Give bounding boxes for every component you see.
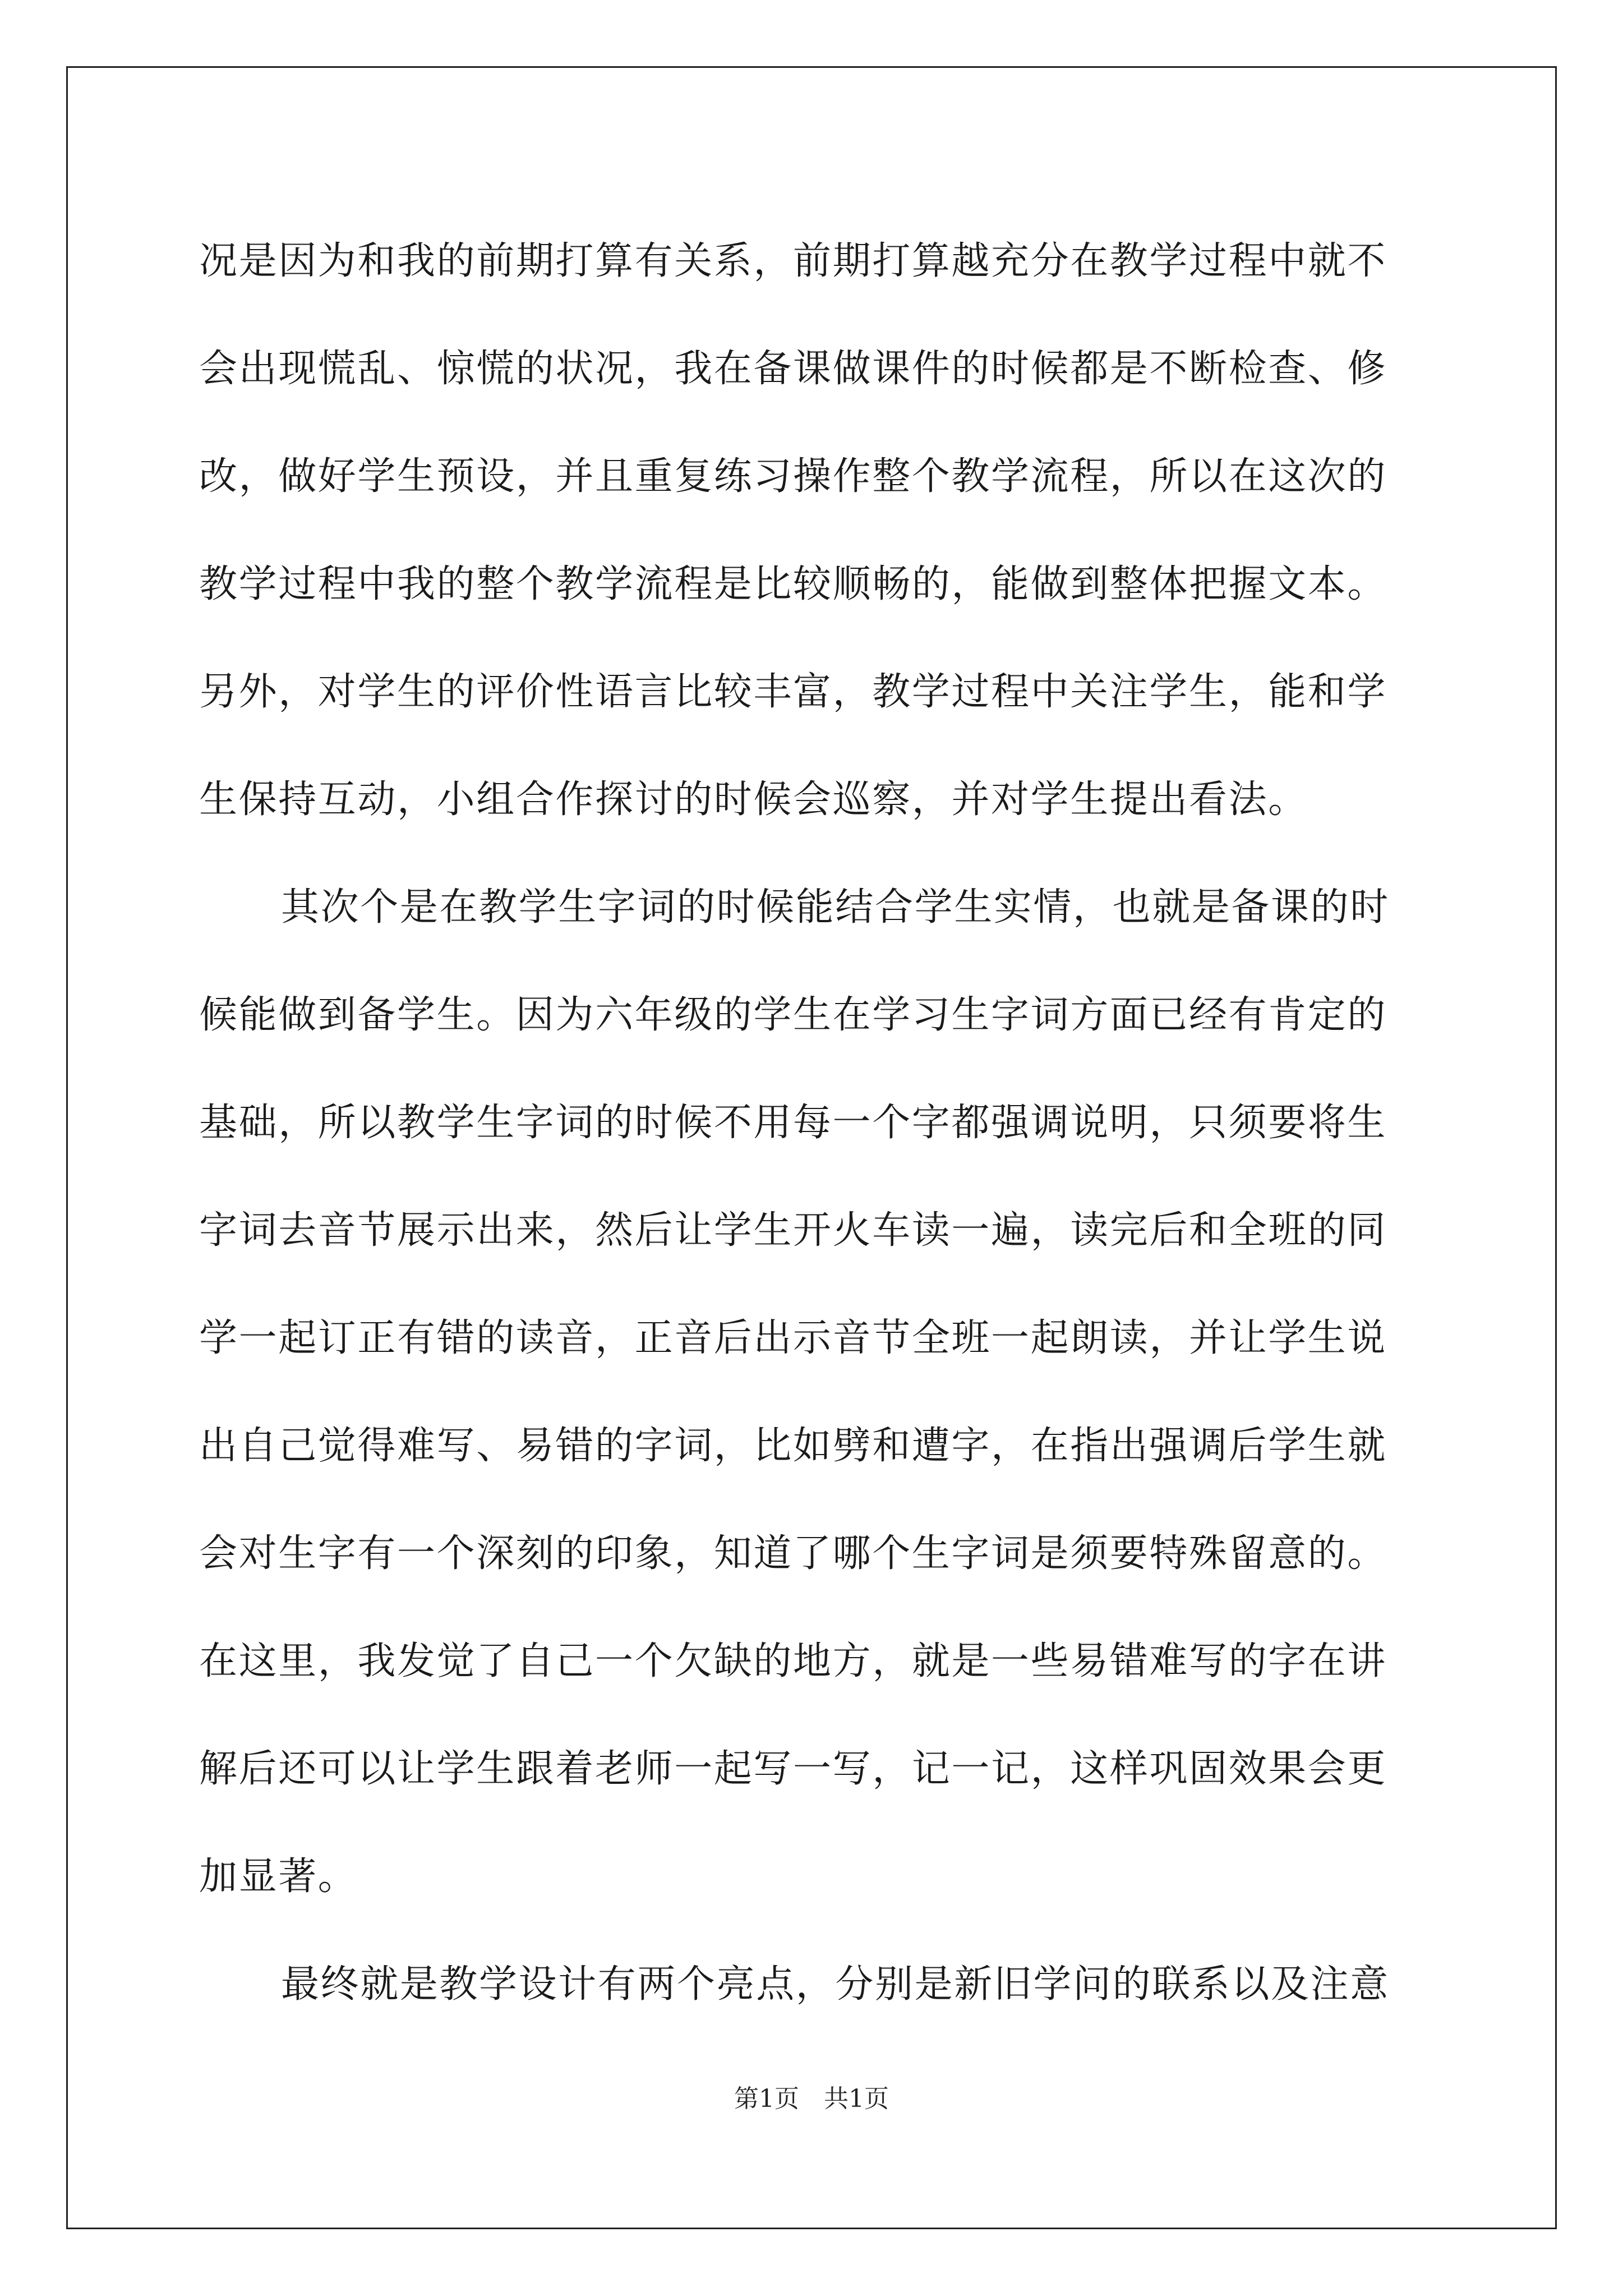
text-line: 加显著。 xyxy=(199,1855,358,1899)
text-line: 字词去音节展示出来，然后让学生开火车读一遍，读完后和全班的同 xyxy=(199,1208,1387,1253)
text-line: 另外，对学生的评价性语言比较丰富，教学过程中关注学生，能和学 xyxy=(199,670,1387,714)
text-line: 其次个是在教学生字词的时候能结合学生实情，也就是备课的时 xyxy=(281,885,1390,930)
text-line: 学一起订正有错的读音，正音后出示音节全班一起朗读，并让学生说 xyxy=(199,1316,1387,1360)
text-line: 生保持互动，小组合作探讨的时候会巡察，并对学生提出看法。 xyxy=(199,777,1308,822)
text-line: 况是因为和我的前期打算有关系，前期打算越充分在教学过程中就不 xyxy=(199,239,1387,283)
document-body xyxy=(199,208,1426,2039)
text-line: 会出现慌乱、惊慌的状况，我在备课做课件的时候都是不断检查、修 xyxy=(199,347,1387,391)
text-line: 最终就是教学设计有两个亮点，分别是新旧学问的联系以及注意 xyxy=(281,1962,1390,2007)
text-line: 会对生字有一个深刻的印象，知道了哪个生字词是须要特殊留意的。 xyxy=(199,1531,1387,1576)
text-line: 候能做到备学生。因为六年级的学生在学习生字词方面已经有肯定的 xyxy=(199,993,1387,1037)
text-line: 出自己觉得难写、易错的字词，比如劈和遭字，在指出强调后学生就 xyxy=(199,1424,1387,1468)
text-line: 教学过程中我的整个教学流程是比较顺畅的，能做到整体把握文本。 xyxy=(199,562,1387,606)
text-line: 在这里，我发觉了自己一个欠缺的地方，就是一些易错难写的字在讲 xyxy=(199,1639,1387,1683)
page-number-footer: 第1页 共1页 xyxy=(734,2085,889,2113)
text-line: 改，做好学生预设，并且重复练习操作整个教学流程，所以在这次的 xyxy=(199,454,1387,499)
text-line: 解后还可以让学生跟着老师一起写一写，记一记，这样巩固效果会更 xyxy=(199,1747,1387,1791)
text-line: 基础，所以教学生字词的时候不用每一个字都强调说明，只须要将生 xyxy=(199,1101,1387,1145)
